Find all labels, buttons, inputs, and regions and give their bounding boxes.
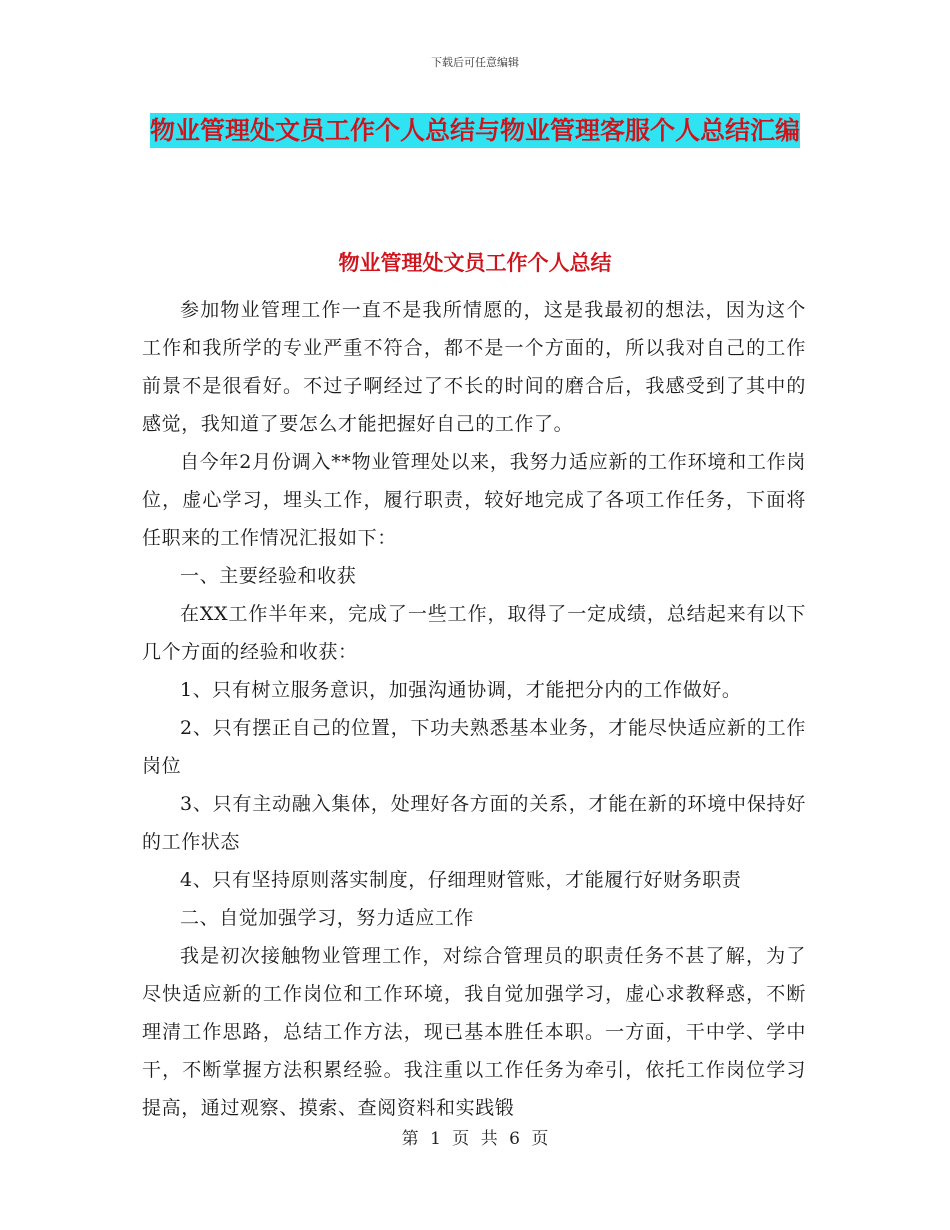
paragraph: 自今年2月份调入**物业管理处以来，我努力适应新的工作环境和工作岗位，虚心学习，埋头工作，履行职责，较好地完成了各项工作任务，下面将任职来的工作情况汇报如下： — [142, 451, 806, 549]
paragraph-heading: 一、主要经验和收获 — [180, 565, 357, 587]
document-body — [142, 291, 806, 1127]
paragraph: 参加物业管理工作一直不是我所情愿的，这是我最初的想法，因为这个工作和我所学的专业严重不符合，都不是一个方面的，所以我对自己的工作前景不是很看好。不过子啊经过了不长的时间的磨合后，我感受到了其中的感觉，我知道了要怎么才能把握好自己的工作了。 — [142, 299, 806, 435]
section-title: 物业管理处文员工作个人总结 — [338, 251, 612, 275]
document-main-title — [140, 106, 810, 156]
paragraph: 在XX工作半年来，完成了一些工作，取得了一定成绩，总结起来有以下几个方面的经验和收获： — [142, 603, 806, 663]
download-note: 下载后可任意编辑 — [431, 56, 519, 69]
list-item: 2、只有摆正自己的位置，下功夫熟悉基本业务，才能尽快适应新的工作岗位 — [142, 717, 806, 777]
main-title-highlight: 物业管理处文员工作个人总结与物业管理客服个人总结汇编 — [150, 113, 800, 148]
paragraph-heading: 二、自觉加强学习，努力适应工作 — [180, 907, 475, 929]
list-item: 4、只有坚持原则落实制度，仔细理财管账，才能履行好财务职责 — [180, 869, 742, 891]
list-item: 1、只有树立服务意识，加强沟通协调，才能把分内的工作做好。 — [180, 679, 742, 701]
list-item: 3、只有主动融入集体，处理好各方面的关系，才能在新的环境中保持好的工作状态 — [142, 793, 806, 853]
paragraph: 我是初次接触物业管理工作，对综合管理员的职责任务不甚了解，为了尽快适应新的工作岗位和工作环境，我自觉加强学习，虚心求教释惑，不断理清工作思路，总结工作方法，现已基本胜任本职。一方面，干中学、学中干，不断掌握方法积累经验。我注重以工作任务为牵引，依托工作岗位学习提高，通过观察、摸索、查阅资料和实践锻 — [142, 945, 806, 1119]
page-number: 第 1 页 共 6 页 — [401, 1129, 549, 1149]
